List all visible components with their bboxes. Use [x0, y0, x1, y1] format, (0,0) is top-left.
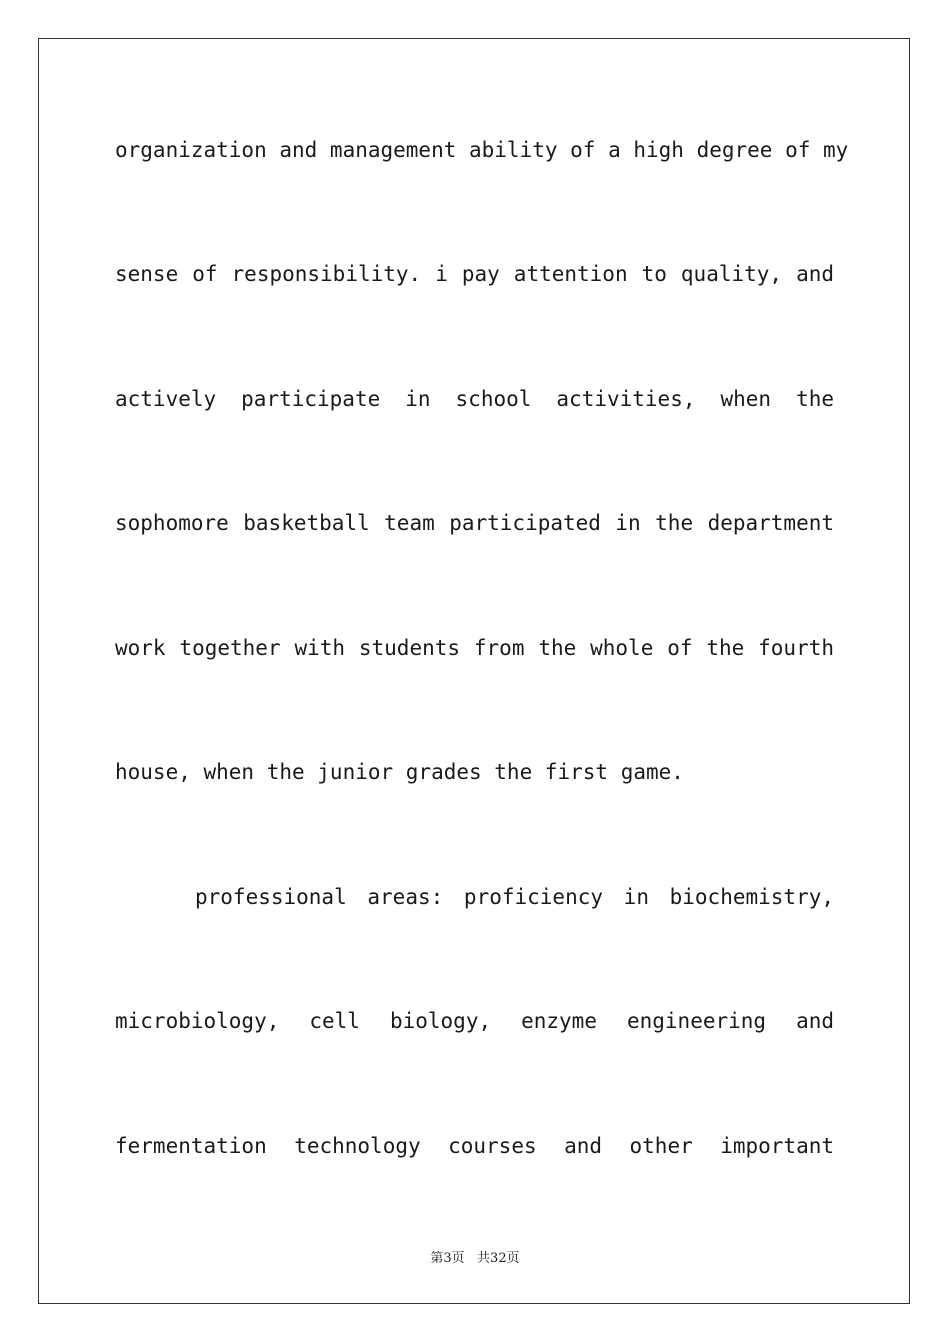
text-line-9: fermentation technology courses and other important — [115, 1134, 834, 1158]
page-footer — [0, 1247, 950, 1266]
text-line-4: sophomore basketball team participated in the department — [115, 511, 834, 535]
text-line-7: professional areas: proficiency in biochemistry, — [195, 885, 834, 909]
text-line-8: microbiology, cell biology, enzyme engineering and — [115, 1009, 834, 1033]
text-line-5: work together with students from the whole of the fourth — [115, 636, 834, 660]
page-number-label: 第3页 共32页 — [430, 1251, 520, 1266]
text-line-1: organization and management ability of a high degree of my — [115, 138, 849, 162]
text-line-6: house, when the junior grades the first game. — [115, 760, 684, 784]
text-line-3: actively participate in school activities, when the — [115, 387, 834, 411]
page-border — [38, 38, 910, 1304]
text-line-2: sense of responsibility. i pay attention to quality, and — [115, 262, 834, 286]
